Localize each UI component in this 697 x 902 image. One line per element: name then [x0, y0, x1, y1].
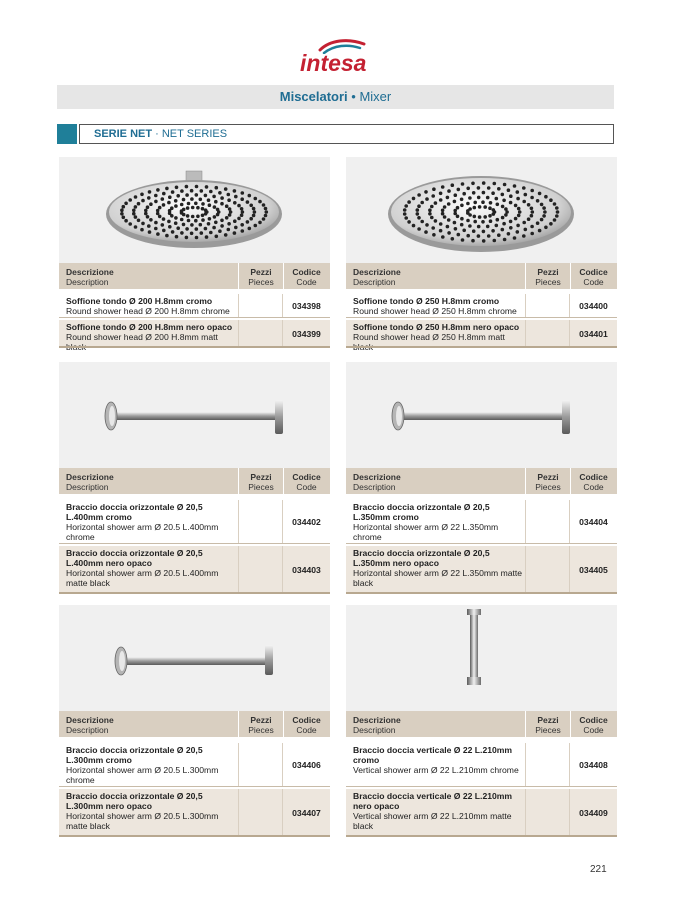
- table-header: [346, 263, 617, 289]
- product-code: 034398: [292, 301, 321, 311]
- pieces-cell: [238, 320, 283, 348]
- pieces-cell: [525, 546, 570, 594]
- description-cell: [66, 548, 236, 588]
- header-code: Codice Code: [292, 472, 321, 492]
- header-code: Codice Code: [579, 715, 608, 735]
- header-description: Descrizione Description: [66, 267, 114, 287]
- brand-logo: intesa: [300, 50, 367, 76]
- description-en: Horizontal shower arm Ø 20.5 L.400mm chrome: [66, 522, 219, 542]
- series-marker: [57, 124, 77, 144]
- product-code: 034399: [292, 329, 321, 339]
- table-row: [59, 546, 330, 594]
- description-en: Round shower head Ø 200 H.8mm matt: [66, 332, 218, 342]
- header-code: Codice Code: [292, 267, 321, 287]
- description-it: Braccio doccia orizzontale Ø 20,5 L.300mm cromo: [66, 745, 203, 765]
- pieces-cell: [525, 789, 570, 837]
- table-row: [346, 294, 617, 318]
- product-code: 034402: [292, 517, 321, 527]
- product-card: [59, 362, 330, 594]
- description-cell: [66, 502, 236, 542]
- table-header: [59, 711, 330, 737]
- product-code: 034406: [292, 760, 321, 770]
- category-title: Miscelatori • Mixer: [279, 89, 392, 104]
- table-row: [346, 789, 617, 837]
- table-row: [346, 500, 617, 544]
- description-cell: [353, 791, 523, 831]
- table-row: [59, 320, 330, 348]
- header-pieces: Pezzi Pieces: [248, 715, 274, 735]
- pieces-cell: [238, 500, 283, 544]
- description-it: Soffione tondo Ø 200 H.8mm cromo: [66, 296, 213, 306]
- series-heading: [57, 124, 614, 144]
- category-title-bar: [57, 85, 614, 109]
- description-it: Braccio doccia orizzontale Ø 20,5 L.350mm nero opaco: [353, 548, 490, 568]
- description-it: Braccio doccia verticale Ø 22 L.210mm cromo: [353, 745, 513, 765]
- header-description: Descrizione Description: [353, 267, 401, 287]
- pieces-cell: [525, 294, 570, 318]
- horizontal-shower-arm-400-icon: [59, 362, 330, 468]
- vertical-shower-arm-210-icon: [346, 605, 617, 711]
- product-code: 034403: [292, 565, 321, 575]
- description-cell: [66, 296, 236, 316]
- horizontal-shower-arm-300-icon: [59, 605, 330, 711]
- pieces-cell: [238, 789, 283, 837]
- description-en: Round shower head Ø 250 H.8mm chrome: [353, 306, 517, 316]
- description-cell: [66, 791, 236, 831]
- table-header: [346, 468, 617, 494]
- round-shower-head-250-icon: [346, 157, 617, 263]
- header-pieces: Pezzi Pieces: [535, 472, 561, 492]
- table-row: [59, 789, 330, 837]
- product-card: [59, 605, 330, 837]
- header-code: Codice Code: [579, 267, 608, 287]
- table-row: [346, 743, 617, 787]
- product-code: 034400: [579, 301, 608, 311]
- round-shower-head-200-icon: [59, 157, 330, 263]
- description-cell: [353, 296, 523, 316]
- header-pieces: Pezzi Pieces: [535, 267, 561, 287]
- description-cell: [353, 745, 523, 775]
- description-it: Braccio doccia orizzontale Ø 20,5 L.400mm cromo: [66, 502, 203, 522]
- description-en: Horizontal shower arm Ø 20.5 L.300mm chrome: [66, 765, 219, 785]
- table-row: [346, 546, 617, 594]
- header-code: Codice Code: [579, 472, 608, 492]
- horizontal-shower-arm-350-icon: [346, 362, 617, 468]
- product-card: [346, 605, 617, 837]
- header-code: Codice Code: [292, 715, 321, 735]
- header-description: Descrizione Description: [66, 472, 114, 492]
- description-cell: [66, 745, 236, 785]
- series-label: SERIE NET · NET SERIES: [94, 128, 228, 140]
- pieces-cell: [238, 743, 283, 787]
- product-code: 034408: [579, 760, 608, 770]
- pieces-cell: [238, 294, 283, 318]
- description-en: Horizontal shower arm Ø 22 L.350mm matte black: [353, 568, 523, 588]
- product-code: 034407: [292, 808, 321, 818]
- description-en: Horizontal shower arm Ø 20.5 L.400mm matte black: [66, 568, 219, 588]
- description-it: Braccio doccia orizzontale Ø 20,5 L.350mm cromo: [353, 502, 490, 522]
- table-header: [346, 711, 617, 737]
- product-code: 034405: [579, 565, 608, 575]
- description-it: Soffione tondo Ø 200 H.8mm nero opaco: [66, 322, 233, 332]
- description-cell: [353, 502, 523, 542]
- product-code: 034401: [579, 329, 608, 339]
- pieces-cell: [525, 320, 570, 348]
- description-en: Round shower head Ø 200 H.8mm chrome: [66, 306, 230, 316]
- description-it: Braccio doccia orizzontale Ø 20,5 L.400mm nero opaco: [66, 548, 203, 568]
- product-code: 034409: [579, 808, 608, 818]
- product-card: [346, 157, 617, 348]
- header-description: Descrizione Description: [66, 715, 114, 735]
- table-header: [59, 263, 330, 289]
- header-description: Descrizione Description: [353, 472, 401, 492]
- description-en: Vertical shower arm Ø 22 L.210mm matte black: [353, 811, 512, 831]
- description-it: Soffione tondo Ø 250 H.8mm cromo: [353, 296, 500, 306]
- pieces-cell: [525, 743, 570, 787]
- table-row: [346, 320, 617, 348]
- product-card: [346, 362, 617, 594]
- description-it: Soffione tondo Ø 250 H.8mm nero opaco: [353, 322, 520, 332]
- product-code: 034404: [579, 517, 608, 527]
- header-pieces: Pezzi Pieces: [248, 267, 274, 287]
- description-it: Braccio doccia verticale Ø 22 L.210mm nero opaco: [353, 791, 513, 811]
- header-description: Descrizione Description: [353, 715, 401, 735]
- page-number: 221: [590, 864, 607, 875]
- description-en: Horizontal shower arm Ø 22 L.350mm chrome: [353, 522, 499, 542]
- table-row: [59, 294, 330, 318]
- description-en: Round shower head Ø 250 H.8mm matt: [353, 332, 505, 342]
- pieces-cell: [525, 500, 570, 544]
- pieces-cell: [238, 546, 283, 594]
- product-card: [59, 157, 330, 348]
- table-header: [59, 468, 330, 494]
- description-cell: [353, 548, 523, 588]
- description-it: Braccio doccia orizzontale Ø 20,5 L.300mm nero opaco: [66, 791, 203, 811]
- header-pieces: Pezzi Pieces: [248, 472, 274, 492]
- description-en: Vertical shower arm Ø 22 L.210mm chrome: [353, 765, 519, 775]
- table-row: [59, 500, 330, 544]
- table-row: [59, 743, 330, 787]
- description-en: Horizontal shower arm Ø 20.5 L.300mm matte black: [66, 811, 219, 831]
- header-pieces: Pezzi Pieces: [535, 715, 561, 735]
